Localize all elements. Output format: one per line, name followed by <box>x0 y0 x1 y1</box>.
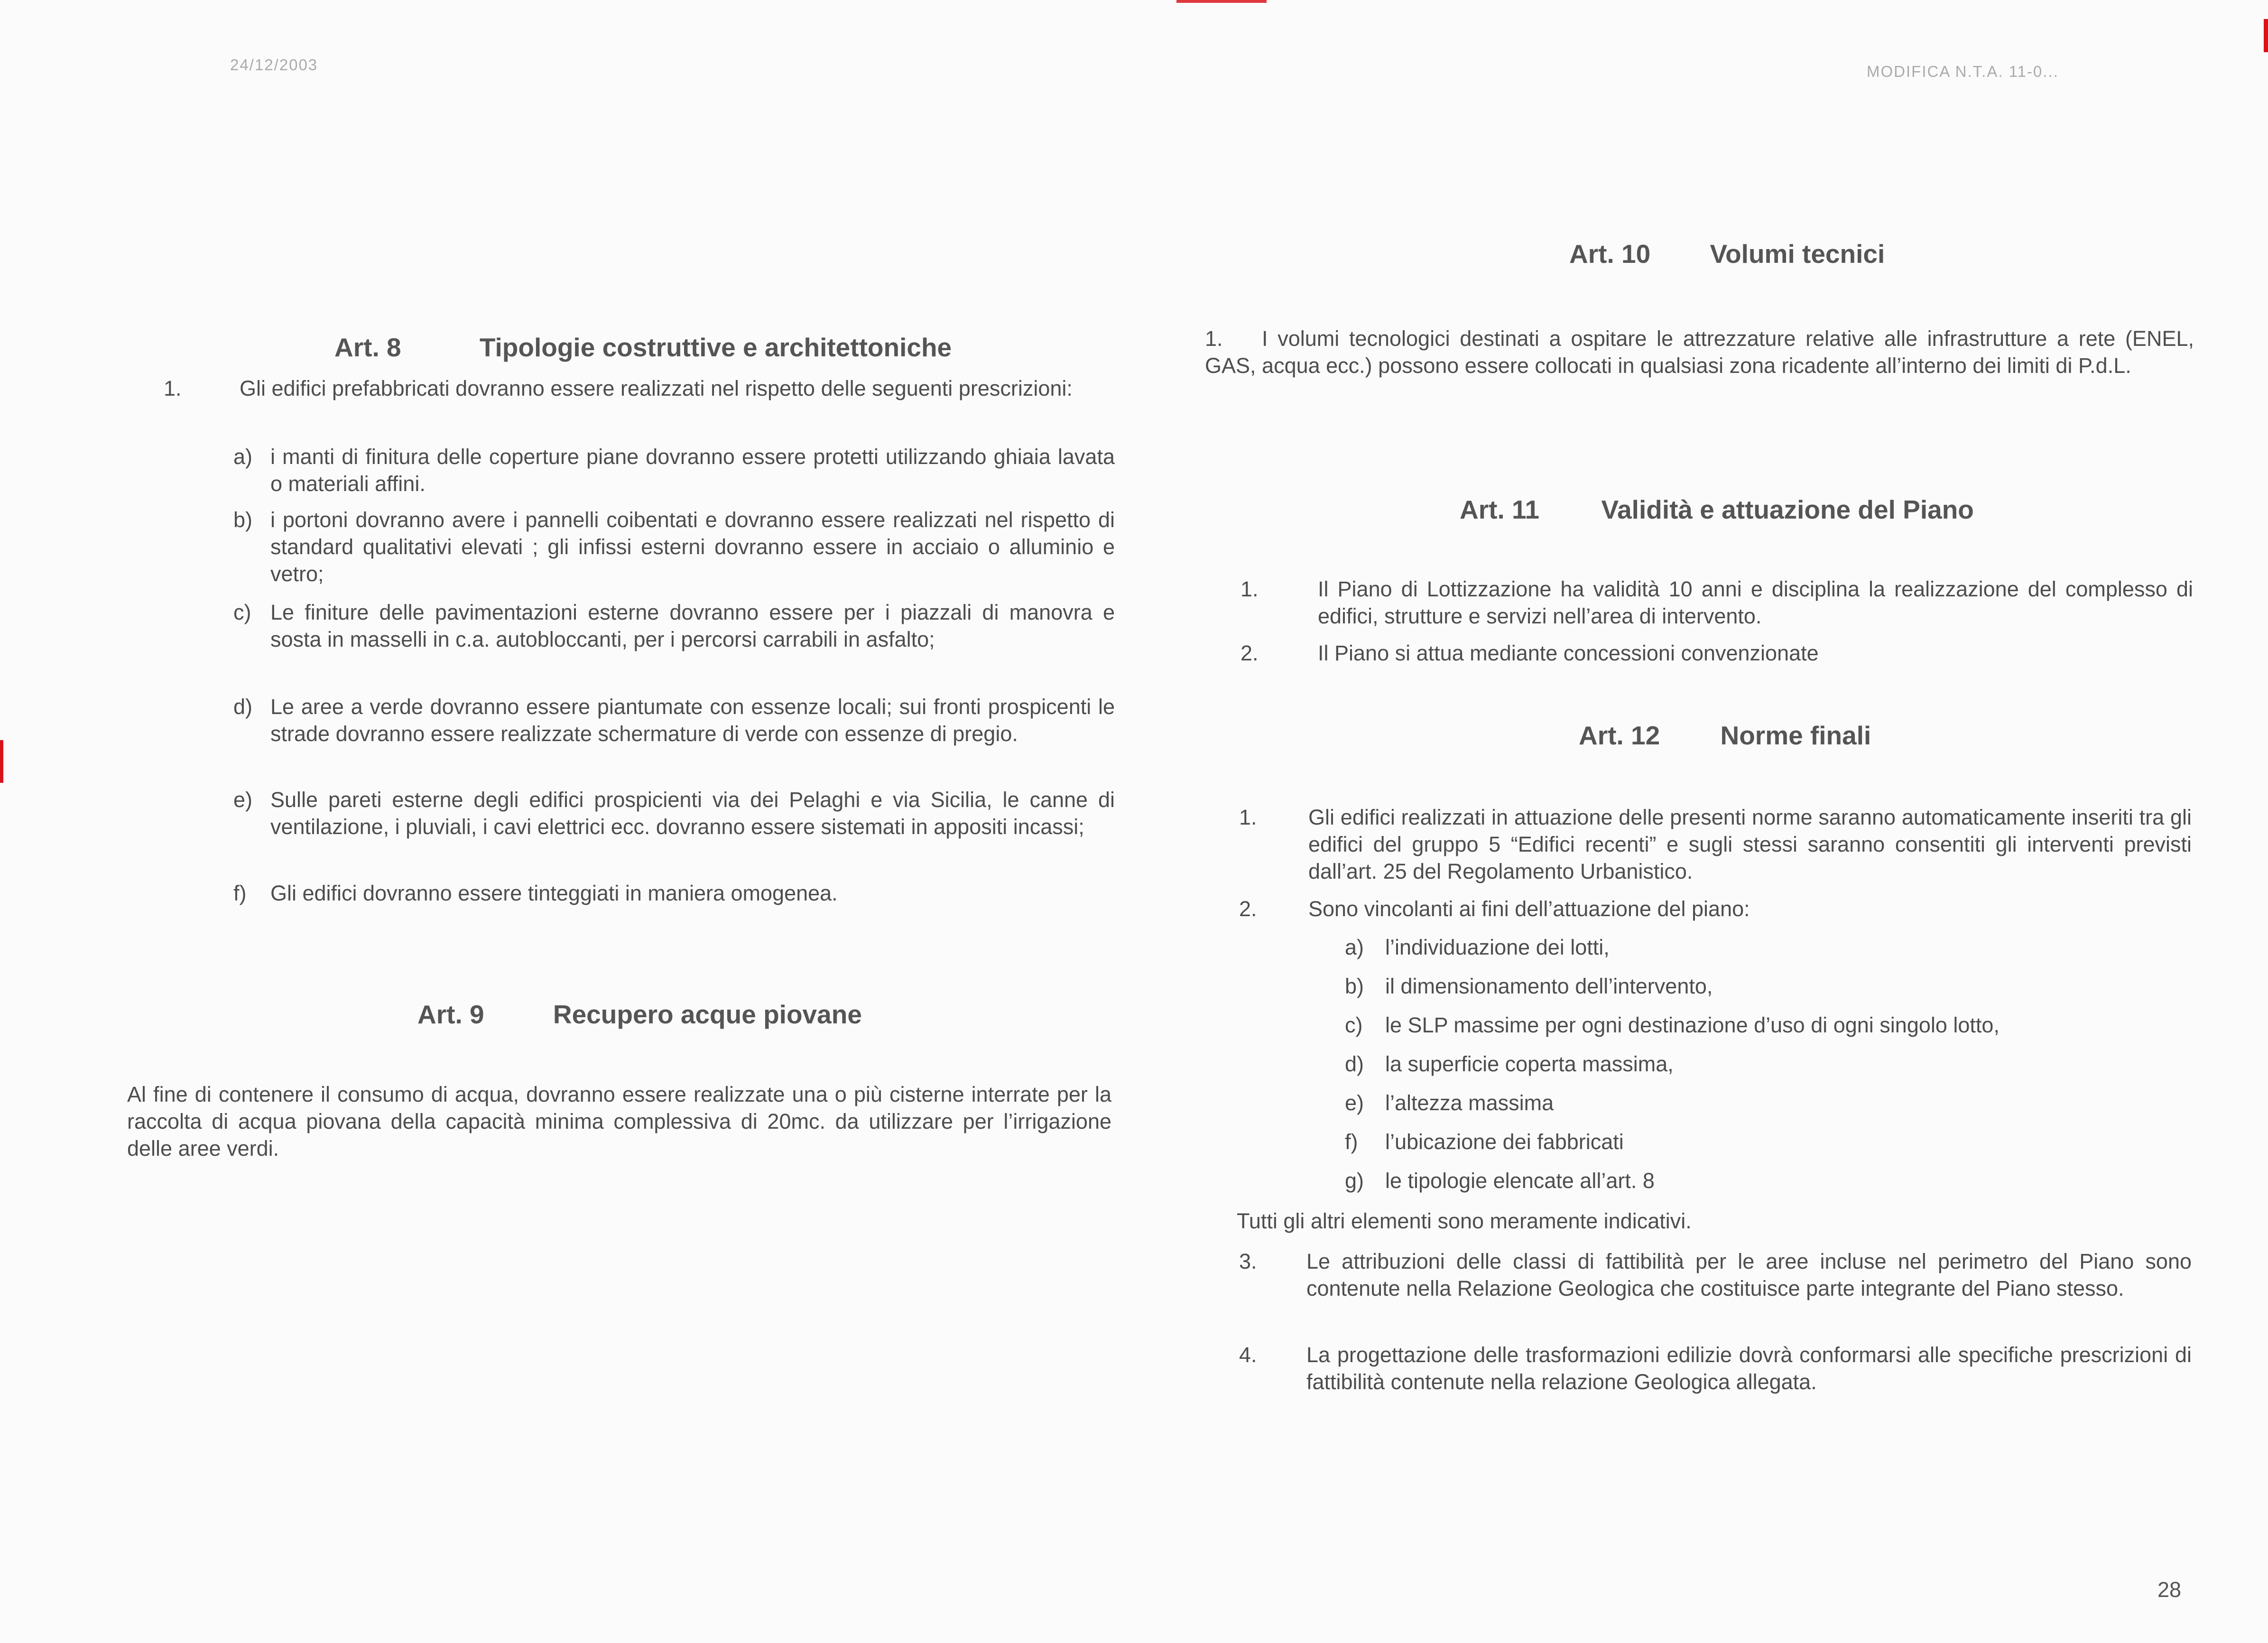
art12-subitem-marker: b) <box>1345 974 1364 998</box>
art8-subitem-text: Gli edifici dovranno essere tinteggiati in maniera omogenea. <box>270 881 838 905</box>
art12-subitem-text: le SLP massime per ogni destinazione d’uso di ogni singolo lotto, <box>1385 1013 2000 1037</box>
art8-subitem-marker: a) <box>233 445 253 469</box>
art12-subitem-marker: a) <box>1345 935 1364 959</box>
header-modifica: MODIFICA N.T.A. 11-0... <box>1867 63 2059 80</box>
art12-item-marker: 2. <box>1239 897 1257 921</box>
art11-heading <box>1460 494 1974 525</box>
scan-edge-mark-right <box>2264 19 2268 52</box>
art12-subitem-text: l’individuazione dei lotti, <box>1385 935 1610 959</box>
art8-item-1-text: Gli edifici prefabbricati dovranno essere realizzati nel rispetto delle seguenti prescrizioni: <box>240 376 1073 400</box>
art12-subitem-text: l’ubicazione dei fabbricati <box>1385 1130 1624 1154</box>
art8-item-1-marker: 1. <box>164 376 182 400</box>
art9-number: Art. 9 <box>417 1000 484 1029</box>
art11-item-text: Il Piano di Lottizzazione ha validità 10 anni e disciplina la realizzazione del complesso di edifici, strutture e servizi nell’area di intervento. <box>1318 577 2193 628</box>
art12-item-text: Le attribuzioni delle classi di fattibilità per le aree incluse nel perimetro del Piano sono contenute nella Relazione Geologica che costituisce parte integrante del Piano stesso. <box>1306 1249 2192 1300</box>
art8-subitem-text: i portoni dovranno avere i pannelli coibentati e dovranno essere realizzati nel rispetto di standard qualitativi elevati ; gli infissi esterni dovranno essere in acciaio o alluminio e vetro; <box>270 508 1115 586</box>
art8-subitem-marker: c) <box>233 600 251 624</box>
art10-text <box>1205 325 2194 379</box>
art12-title: Norme finali <box>1720 721 1871 750</box>
art12-subitem-marker: e) <box>1345 1091 1364 1115</box>
art12-item-marker: 1. <box>1239 805 1257 829</box>
art9-title: Recupero acque piovane <box>553 1000 862 1029</box>
art12-subitem-marker: g) <box>1345 1169 1364 1193</box>
art10-title: Volumi tecnici <box>1710 239 1885 269</box>
art8-subitem-marker: b) <box>233 508 253 532</box>
art12-item-text: La progettazione delle trasformazioni edilizie dovrà conformarsi alle specifiche prescrizioni di fattibilità contenute nella relazione Geologica allegata. <box>1306 1343 2192 1394</box>
art12-subitem-marker: f) <box>1345 1130 1358 1154</box>
art8-subitem-text: i manti di finitura delle coperture piane dovranno essere protetti utilizzando ghiaia lavata o materiali affini. <box>270 445 1115 496</box>
art9-heading <box>417 999 862 1030</box>
header-date: 24/12/2003 <box>230 56 318 74</box>
art10-number: Art. 10 <box>1569 239 1651 269</box>
art11-item-marker: 2. <box>1240 641 1259 665</box>
scan-edge-mark-left <box>0 740 3 783</box>
art8-subitem-marker: d) <box>233 695 253 719</box>
art12-subitem-text: il dimensionamento dell’intervento, <box>1385 974 1713 998</box>
art12-note: Tutti gli altri elementi sono meramente indicativi. <box>1237 1209 1692 1233</box>
art12-item-text: Sono vincolanti ai fini dell’attuazione del piano: <box>1308 897 1750 921</box>
art12-subitem-marker: c) <box>1345 1013 1363 1037</box>
art12-subitem-text: la superficie coperta massima, <box>1385 1052 1674 1076</box>
art9-text: Al fine di contenere il consumo di acqua, dovranno essere realizzate una o più cisterne interrate per la raccolta di acqua piovana della capacità minima complessiva di 20mc. da utilizzare per l’irrigazione delle aree verdi. <box>127 1082 1111 1160</box>
art12-item-text: Gli edifici realizzati in attuazione delle presenti norme saranno automaticamente inseriti tra gli edifici del gruppo 5 “Edifici recenti” e sugli stessi saranno consentiti gli interventi previsti dall’art. 25 del Regolamento Urbanistico. <box>1308 805 2192 883</box>
art12-subitem-text: l’altezza massima <box>1385 1091 1554 1115</box>
art10-heading <box>1569 239 1885 269</box>
art12-subitem-text: le tipologie elencate all’art. 8 <box>1385 1169 1655 1193</box>
art8-subitem-text: Le finiture delle pavimentazioni esterne dovranno essere per i piazzali di manovra e sosta in masselli in c.a. autobloccanti, per i percorsi carrabili in asfalto; <box>270 600 1115 651</box>
art12-item-marker: 4. <box>1239 1343 1257 1367</box>
art12-item-marker: 3. <box>1239 1249 1257 1273</box>
art11-title: Validità e attuazione del Piano <box>1601 495 1974 524</box>
art10-body: I volumi tecnologici destinati a ospitare le attrezzature relative alle infrastrutture a rete (ENEL, GAS, acqua ecc.) possono essere collocati in qualsiasi zona ricadente all’interno dei limiti di P.d.L. <box>1205 326 2194 378</box>
art12-heading <box>1579 720 1871 751</box>
art10-marker: 1. <box>1205 326 1223 351</box>
art11-item-text: Il Piano si attua mediante concessioni convenzionate <box>1318 641 1819 665</box>
art8-subitem-text: Le aree a verde dovranno essere piantumate con essenze locali; sui fronti prospicenti le strade dovranno essere realizzate schermature di verde con essenze di pregio. <box>270 695 1115 746</box>
art8-title: Tipologie costruttive e architettoniche <box>479 333 952 362</box>
art8-subitem-marker: e) <box>233 788 253 812</box>
art11-number: Art. 11 <box>1460 495 1540 524</box>
page-number: 28 <box>2157 1578 2182 1602</box>
scan-edge-mark-top <box>1176 0 1267 3</box>
art8-number: Art. 8 <box>334 333 401 362</box>
art12-number: Art. 12 <box>1579 721 1660 750</box>
art11-item-marker: 1. <box>1240 577 1259 601</box>
art8-heading <box>334 332 952 362</box>
art8-subitem-text: Sulle pareti esterne degli edifici prospicienti via dei Pelaghi e via Sicilia, le canne di ventilazione, i pluviali, i cavi elettrici ecc. dovranno essere sistemati in appositi incassi; <box>270 788 1115 839</box>
art12-subitem-marker: d) <box>1345 1052 1364 1076</box>
art8-subitem-marker: f) <box>233 881 247 905</box>
